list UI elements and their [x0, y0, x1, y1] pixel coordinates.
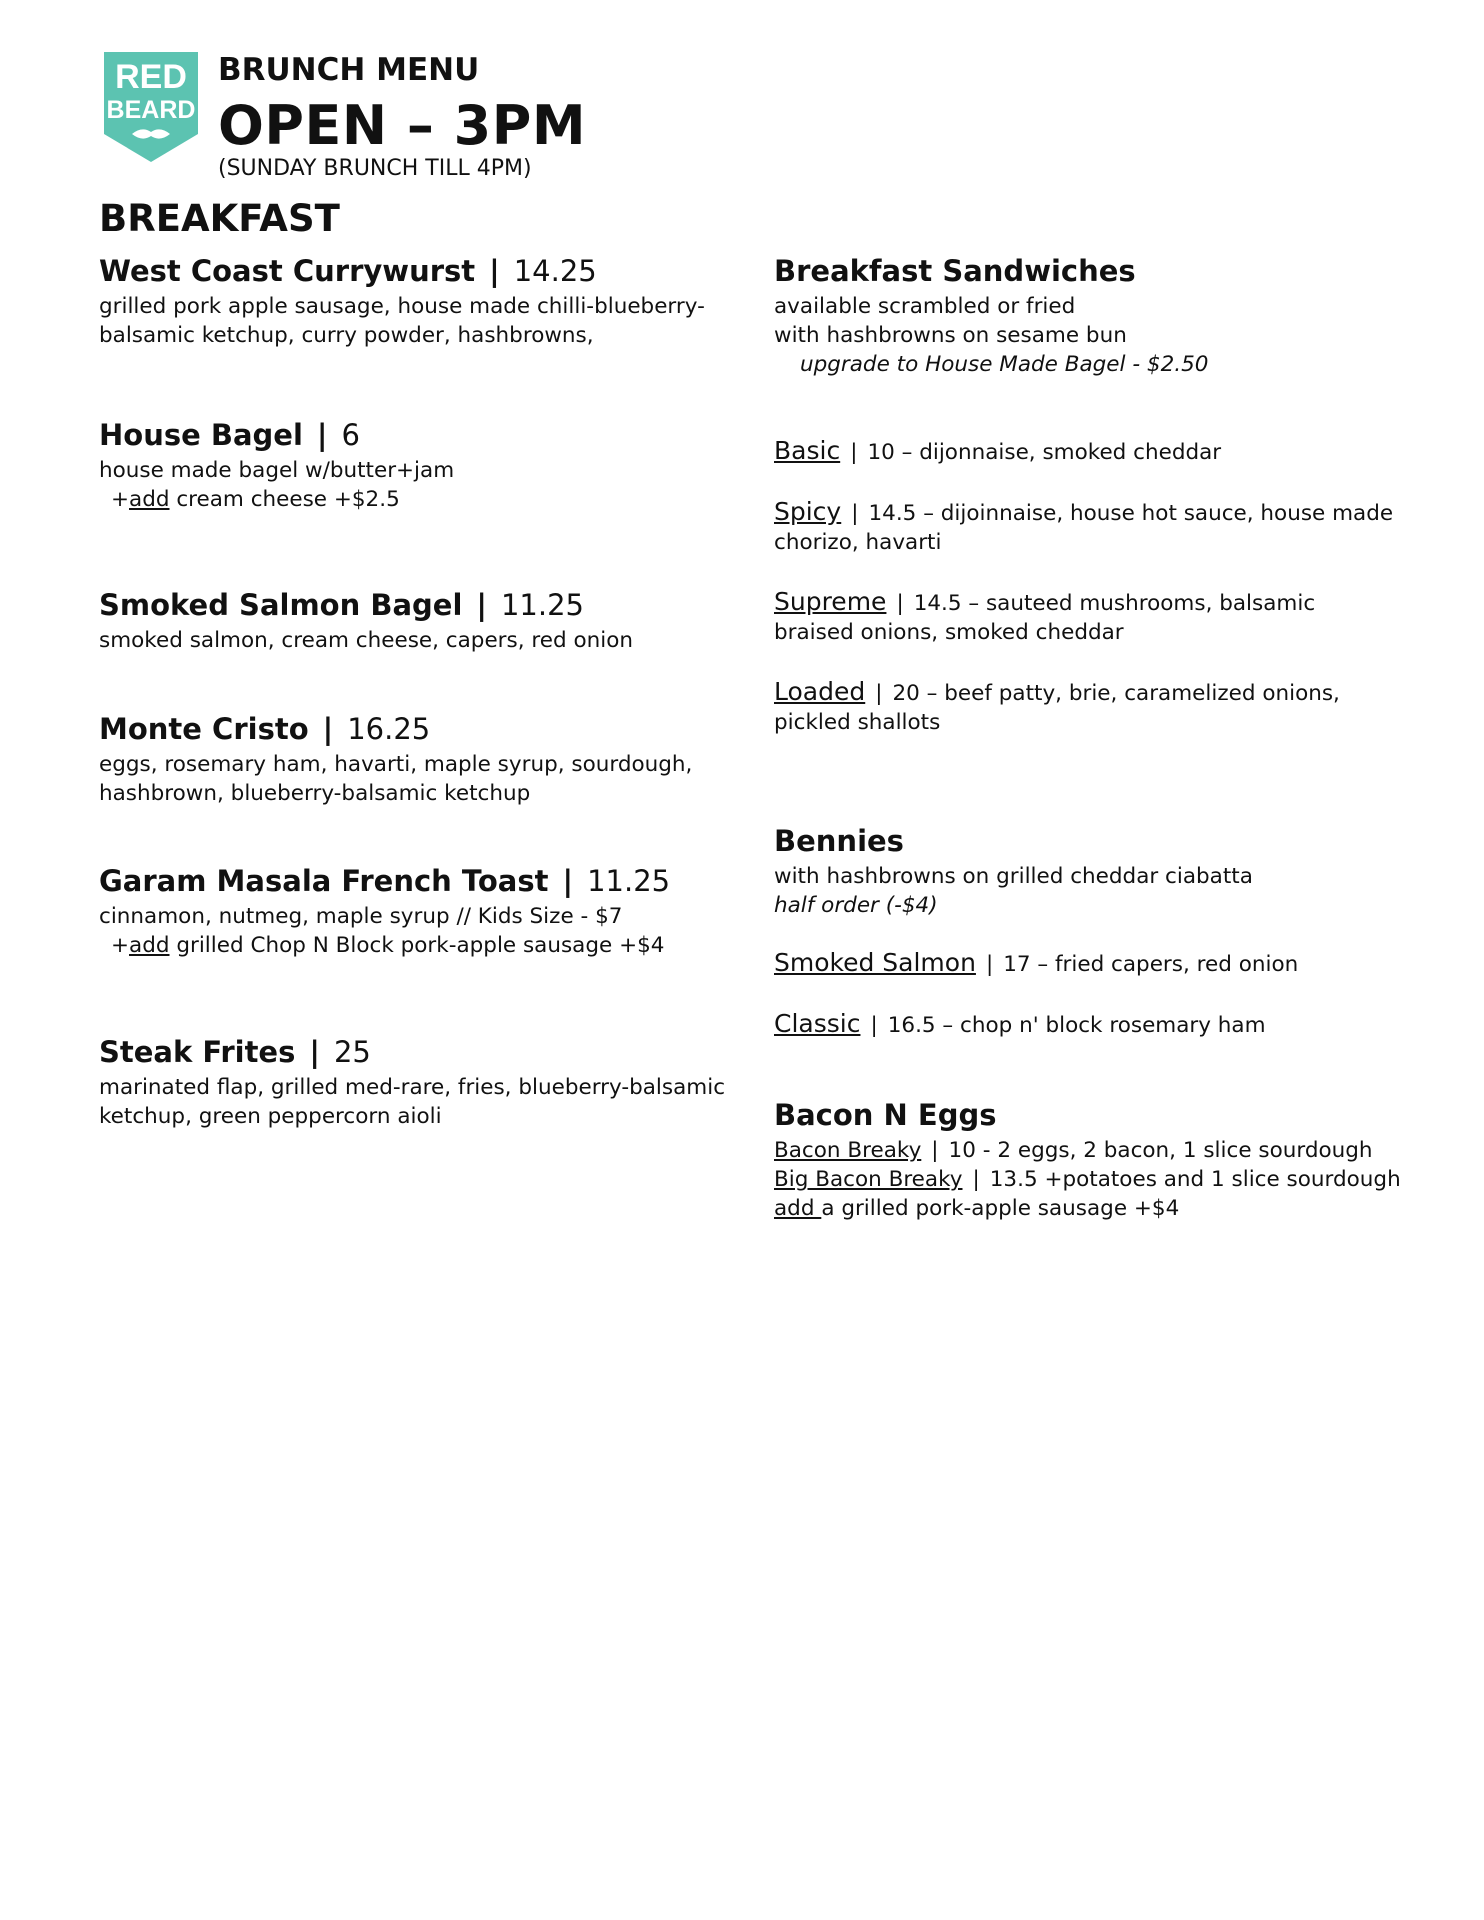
logo-text-red: RED [115, 58, 187, 96]
bacon-item-desc: 13.5 +potatoes and 1 slice sourdough [989, 1167, 1401, 1192]
logo-text-beard: BEARD [106, 96, 196, 124]
sandwich-desc-cont: chorizo, havarti [774, 530, 942, 555]
item-desc: balsamic ketchup, curry powder, hashbrowns, [99, 323, 594, 348]
item-price: 14.25 [513, 254, 597, 288]
item-desc: ketchup, green peppercorn aioli [99, 1104, 442, 1129]
sandwiches-title: Breakfast Sandwiches [774, 254, 1136, 288]
item-name: Steak Frites [99, 1035, 296, 1069]
bacon-item-name: Big Bacon Breaky [774, 1167, 963, 1192]
sandwich-desc: 14.5 – dijoinnaise, house hot sauce, house made [868, 501, 1394, 526]
item-desc: eggs, rosemary ham, havarti, maple syrup, sourdough, [99, 752, 693, 777]
sunday-note: (SUNDAY BRUNCH TILL 4PM) [218, 156, 532, 181]
item-desc: smoked salmon, cream cheese, capers, red onion [99, 628, 633, 653]
red-beard-logo [102, 50, 200, 170]
bennies-title: Bennies [774, 824, 904, 858]
item-title: Smoked Salmon Bagel | 11.25 [99, 588, 585, 622]
item-desc: house made bagel w/butter+jam [99, 458, 455, 483]
item-title: Monte Cristo | 16.25 [99, 712, 431, 746]
sandwich-desc-cont: braised onions, smoked cheddar [774, 620, 1124, 645]
sandwich-desc: 14.5 – sauteed mushrooms, balsamic [913, 591, 1316, 616]
item-title: Garam Masala French Toast | 11.25 [99, 864, 671, 898]
bacon-addon: add a grilled pork-apple sausage +$4 [774, 1196, 1180, 1221]
item-desc: marinated flap, grilled med-rare, fries, blueberry-balsamic [99, 1075, 726, 1100]
item-title: West Coast Currywurst | 14.25 [99, 254, 597, 288]
hours-title: OPEN – 3PM [218, 94, 587, 157]
item-title: House Bagel | 6 [99, 418, 360, 452]
item-name: Monte Cristo [99, 712, 309, 746]
sandwich-name: Spicy [774, 497, 842, 526]
sandwich-name: Loaded [774, 677, 866, 706]
item-desc: cinnamon, nutmeg, maple syrup // Kids Size - $7 [99, 904, 623, 929]
item-desc: grilled pork apple sausage, house made chilli-blueberry- [99, 294, 705, 319]
sandwich-desc-cont: pickled shallots [774, 710, 941, 735]
item-price: 16.25 [347, 712, 431, 746]
menu-item [99, 254, 705, 350]
sandwich-item: Spicy | 14.5 – dijoinnaise, house hot sauce, house made chorizo, havarti [774, 497, 1394, 555]
menu-item [99, 588, 633, 655]
item-title: Steak Frites | 25 [99, 1035, 371, 1069]
item-price: 11.25 [500, 588, 585, 622]
bacon-item-desc: 10 - 2 eggs, 2 bacon, 1 slice sourdough [948, 1138, 1373, 1163]
bacon-item-name: Bacon Breaky [774, 1138, 922, 1163]
sandwich-desc: 20 – beef patty, brie, caramelized onions, [892, 681, 1340, 706]
sandwich-name: Basic [774, 436, 841, 465]
bacon-title: Bacon N Eggs [774, 1098, 997, 1132]
section-breakfast: BREAKFAST [99, 197, 340, 240]
item-desc: hashbrown, blueberry-balsamic ketchup [99, 781, 531, 806]
item-addon: +add grilled Chop N Block pork-apple sausage +$4 [111, 933, 665, 958]
sandwiches-note: with hashbrowns on sesame bun [774, 323, 1127, 348]
item-price: 25 [333, 1035, 371, 1069]
menu-item [99, 712, 692, 808]
sandwiches-upgrade: upgrade to House Made Bagel - $2.50 [800, 352, 1209, 377]
bacon-item: Big Bacon Breaky | 13.5 +potatoes and 1 slice sourdough [774, 1167, 1401, 1192]
item-price: 11.25 [587, 864, 671, 898]
menu-item [99, 864, 670, 960]
item-name: Garam Masala French Toast [99, 864, 549, 898]
logo-shield-icon [102, 50, 200, 170]
sandwich-name: Supreme [774, 587, 887, 616]
item-name: West Coast Currywurst [99, 254, 476, 288]
menu-subtitle: BRUNCH MENU [218, 52, 480, 88]
bacon-item: Bacon Breaky | 10 - 2 eggs, 2 bacon, 1 slice sourdough [774, 1138, 1373, 1163]
bennie-name: Smoked Salmon [774, 948, 976, 977]
sandwich-desc: 10 – dijonnaise, smoked cheddar [867, 440, 1222, 465]
item-name: Smoked Salmon Bagel [99, 588, 463, 622]
item-price: 6 [341, 418, 360, 452]
bennie-desc: 16.5 – chop n' block rosemary ham [887, 1013, 1266, 1038]
bennies-section [774, 824, 1253, 920]
bennies-note: with hashbrowns on grilled cheddar ciabatta [774, 864, 1253, 889]
bennie-name: Classic [774, 1009, 861, 1038]
sandwich-item: Basic | 10 – dijonnaise, smoked cheddar [774, 436, 1222, 465]
bacon-section [774, 1098, 1401, 1223]
sandwich-item: Loaded | 20 – beef patty, brie, caramelized onions, pickled shallots [774, 677, 1340, 735]
sandwiches-section [774, 254, 1208, 379]
bennie-item: Smoked Salmon | 17 – fried capers, red onion [774, 948, 1299, 977]
bennie-item: Classic | 16.5 – chop n' block rosemary ham [774, 1009, 1266, 1038]
bennie-desc: 17 – fried capers, red onion [1003, 952, 1299, 977]
item-name: House Bagel [99, 418, 303, 452]
sandwiches-note: available scrambled or fried [774, 294, 1076, 319]
bennies-half-order: half order (-$4) [774, 893, 938, 918]
sandwich-item: Supreme | 14.5 – sauteed mushrooms, balsamic braised onions, smoked cheddar [774, 587, 1316, 645]
menu-item [99, 418, 454, 514]
item-addon: +add cream cheese +$2.5 [111, 487, 400, 512]
menu-item [99, 1035, 725, 1131]
